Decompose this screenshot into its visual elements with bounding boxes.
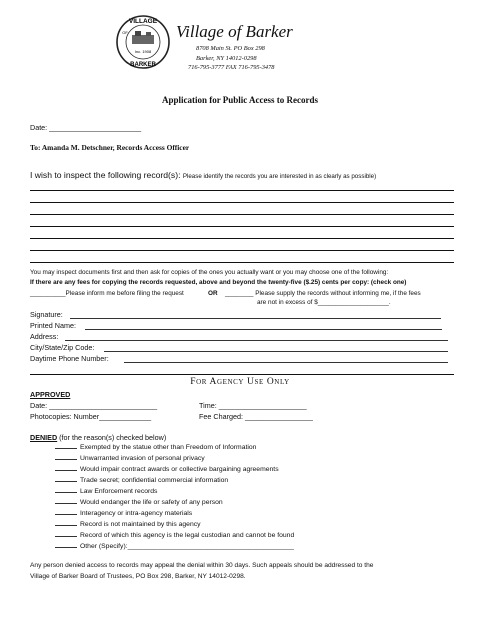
date-field[interactable]: Date: _______________________ [30, 123, 142, 132]
reason-label: Record of which this agency is the legal custodian and cannot be found [80, 532, 295, 539]
section-divider [30, 374, 454, 375]
fees-instructions: If there are any fees for copying the records requested, above and beyond the twenty-five ($.25) cents per copy: (check one) [30, 279, 407, 286]
record-line[interactable] [30, 190, 454, 191]
village-seal-logo [115, 14, 171, 70]
daytime-phone-label: Daytime Phone Number: [30, 354, 109, 363]
denial-reason[interactable] [55, 477, 228, 484]
city-state-zip-field[interactable] [104, 351, 448, 352]
denied-heading-line [30, 433, 166, 442]
record-line[interactable] [30, 214, 454, 215]
record-line[interactable] [30, 238, 454, 239]
signature-field[interactable] [70, 318, 441, 319]
or-label: OR [208, 290, 218, 297]
signature-label: Signature: [30, 310, 63, 319]
reason-checkbox[interactable] [55, 481, 77, 482]
denial-reason[interactable] [55, 488, 157, 495]
denied-heading-suffix: (for the reason(s) checked below) [57, 433, 167, 442]
denial-reason[interactable] [55, 521, 201, 528]
printed-name-label: Printed Name: [30, 321, 76, 330]
denial-reason[interactable] [55, 444, 256, 451]
denial-reason[interactable] [55, 543, 294, 550]
record-line[interactable] [30, 262, 454, 263]
denial-reason[interactable] [55, 466, 279, 473]
option-inform-me[interactable]: __________Please inform me before filing the request [30, 290, 184, 297]
village-name: Village of Barker [176, 22, 293, 41]
appeal-notice-line-1: Any person denied access to records may appeal the denial within 30 days. Such appeals should be addressed to the [30, 562, 374, 569]
approved-time-field[interactable]: Time: ______________________ [199, 401, 307, 410]
fee-charged-field[interactable]: Fee Charged: _________________ [199, 412, 313, 421]
reason-checkbox[interactable] [55, 448, 77, 449]
fee-limit-field[interactable]: are not in excess of $____________________. [257, 299, 391, 306]
address-line-2: Barker, NY 14012-0298 [196, 55, 257, 62]
reason-checkbox[interactable] [55, 536, 77, 537]
denial-reason[interactable] [55, 455, 205, 462]
denied-heading: DENIED [30, 433, 58, 442]
denial-reason[interactable] [55, 510, 192, 517]
reason-checkbox[interactable] [55, 525, 77, 526]
svg-text:BARKER: BARKER [130, 62, 156, 68]
printed-name-field[interactable] [85, 329, 442, 330]
reason-label: Would endanger the life or safety of any person [80, 499, 223, 506]
application-title: Application for Public Access to Records [161, 95, 319, 105]
denial-reason[interactable] [55, 499, 223, 506]
approved-date-field[interactable]: Date: ___________________________ [30, 401, 158, 410]
approved-heading: APPROVED [30, 390, 71, 399]
address-label: Address: [30, 332, 59, 341]
reason-label: Record is not maintained by this agency [80, 521, 201, 528]
denial-reason[interactable] [55, 532, 294, 539]
record-line[interactable] [30, 250, 454, 251]
reason-label: Other (Specify):____________________________________________ [80, 543, 294, 550]
reason-checkbox[interactable] [55, 470, 77, 471]
reason-label: Law Enforcement records [80, 488, 158, 495]
record-line[interactable] [30, 202, 454, 203]
address-field[interactable] [65, 340, 448, 341]
reason-checkbox[interactable] [55, 492, 77, 493]
reason-checkbox[interactable] [55, 459, 77, 460]
record-line[interactable] [30, 226, 454, 227]
option-supply-records[interactable]: ________ Please supply the records without informing me, if the fees [225, 290, 421, 297]
address-line-1: 8708 Main St. PO Box 298 [196, 45, 265, 52]
reason-checkbox[interactable] [55, 503, 77, 504]
appeal-notice-line-2: Village of Barker Board of Trustees, PO Box 298, Barker, NY 14012-0298. [30, 573, 246, 580]
reason-checkbox[interactable] [55, 514, 77, 515]
reason-label: Would impair contract awards or collective bargaining agreements [80, 466, 279, 473]
inspect-lead: I wish to inspect the following record(s): [30, 170, 183, 180]
svg-text:VILLAGE: VILLAGE [128, 18, 158, 25]
to-line: To: Amanda M. Detschner, Records Access Officer [30, 143, 190, 152]
svg-text:Inc. 1908: Inc. 1908 [134, 49, 152, 54]
agency-use-header: For Agency Use Only [190, 377, 290, 387]
reason-label: Trade secret; confidential commercial information [80, 477, 229, 484]
reason-label: Exempted by the statue other than Freedom of Information [80, 444, 257, 451]
phone-fax-line: 716-795-3777 FAX 716-795-3478 [188, 64, 275, 71]
photocopies-number-field[interactable]: Photocopies: Number_____________ [30, 412, 152, 421]
inspect-request-line [30, 165, 376, 183]
daytime-phone-field[interactable] [124, 362, 448, 363]
reason-label: Interagency or intra-agency materials [80, 510, 193, 517]
inspect-note: Please identify the records you are interested in as clearly as possible) [182, 173, 377, 180]
reason-checkbox[interactable] [55, 547, 77, 548]
reason-label: Unwarranted invasion of personal privacy [80, 455, 205, 462]
city-state-zip-label: City/State/Zip Code: [30, 343, 95, 352]
svg-text:OF: OF [122, 30, 128, 35]
copies-instructions: You may inspect documents first and then ask for copies of the ones you actually want or you may choose one of the following: [30, 269, 389, 276]
